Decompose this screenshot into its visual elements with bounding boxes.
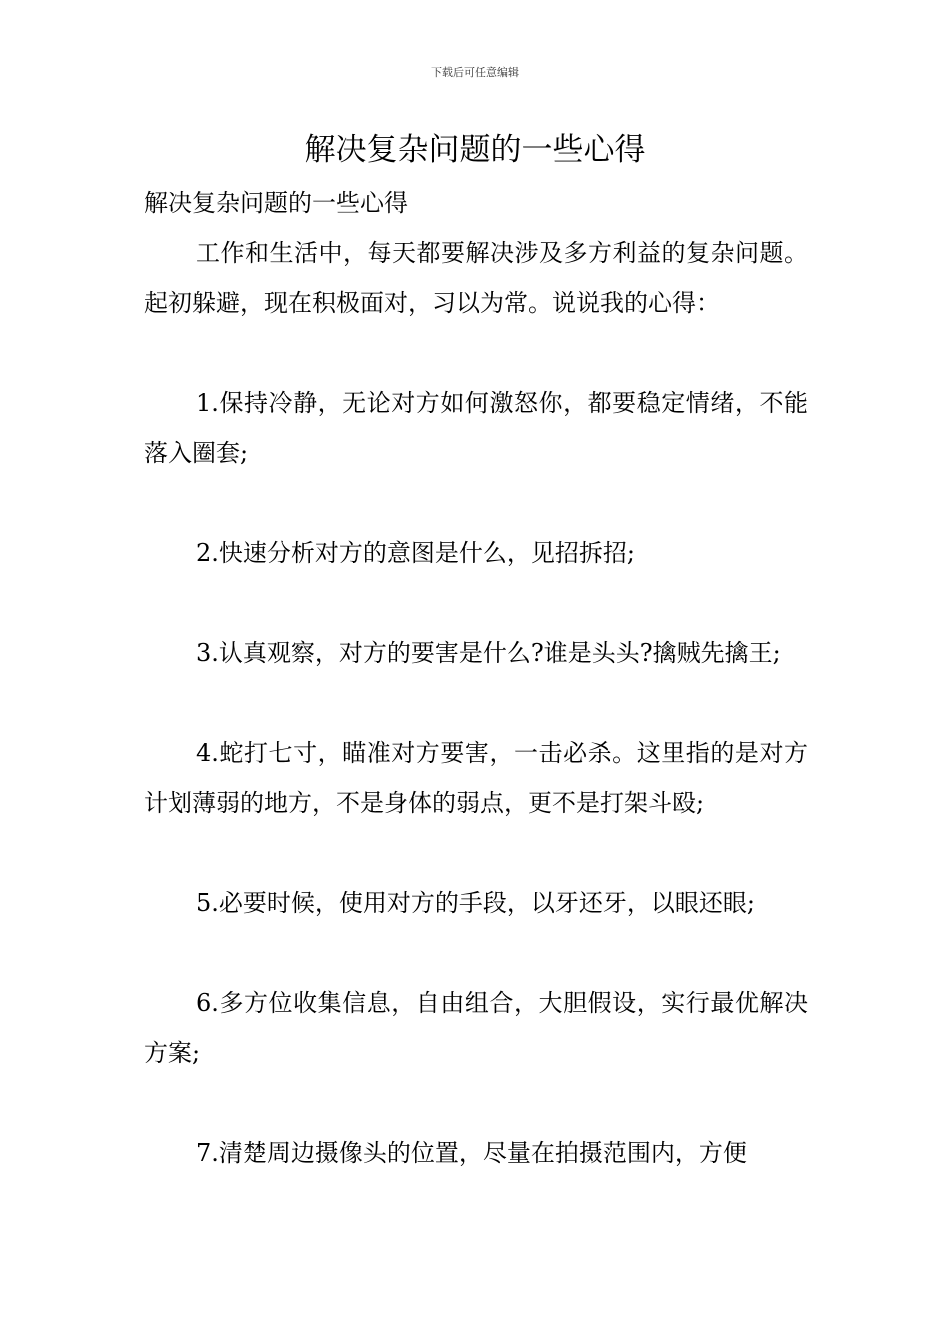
list-item-4: 4.蛇打七寸，瞄准对方要害，一击必杀。这里指的是对方计划薄弱的地方，不是身体的弱点，更不是打架斗殴;	[144, 739, 808, 817]
list-item-5: 5.必要时候，使用对方的手段，以牙还牙，以眼还眼;	[196, 889, 755, 917]
paragraph-gap	[144, 578, 808, 628]
document-title: 解决复杂问题的一些心得	[304, 132, 646, 168]
header-note: 下载后可任意编辑	[431, 66, 519, 79]
list-item-3: 3.认真观察，对方的要害是什么?谁是头头?擒贼先擒王;	[196, 639, 781, 667]
list-item-7: 7.清楚周边摄像头的位置，尽量在拍摄范围内，方便	[196, 1139, 747, 1167]
list-item-2: 2.快速分析对方的意图是什么，见招拆招;	[196, 539, 635, 567]
paragraph-gap	[144, 928, 808, 978]
paragraph-gap	[144, 1078, 808, 1128]
list-item-6: 6.多方位收集信息，自由组合，大胆假设，实行最优解决方案;	[144, 989, 808, 1067]
list-item-1: 1.保持冷静，无论对方如何激怒你，都要稳定情绪，不能落入圈套;	[144, 389, 808, 467]
intro-paragraph: 工作和生活中，每天都要解决涉及多方利益的复杂问题。起初躲避，现在积极面对，习以为常。说说我的心得：	[144, 239, 808, 317]
paragraph-gap	[144, 678, 808, 728]
paragraph-gap	[144, 828, 808, 878]
paragraph-gap	[144, 328, 808, 378]
document-body	[144, 178, 808, 1178]
paragraph-gap	[144, 478, 808, 528]
document-subtitle: 解决复杂问题的一些心得	[144, 189, 408, 217]
